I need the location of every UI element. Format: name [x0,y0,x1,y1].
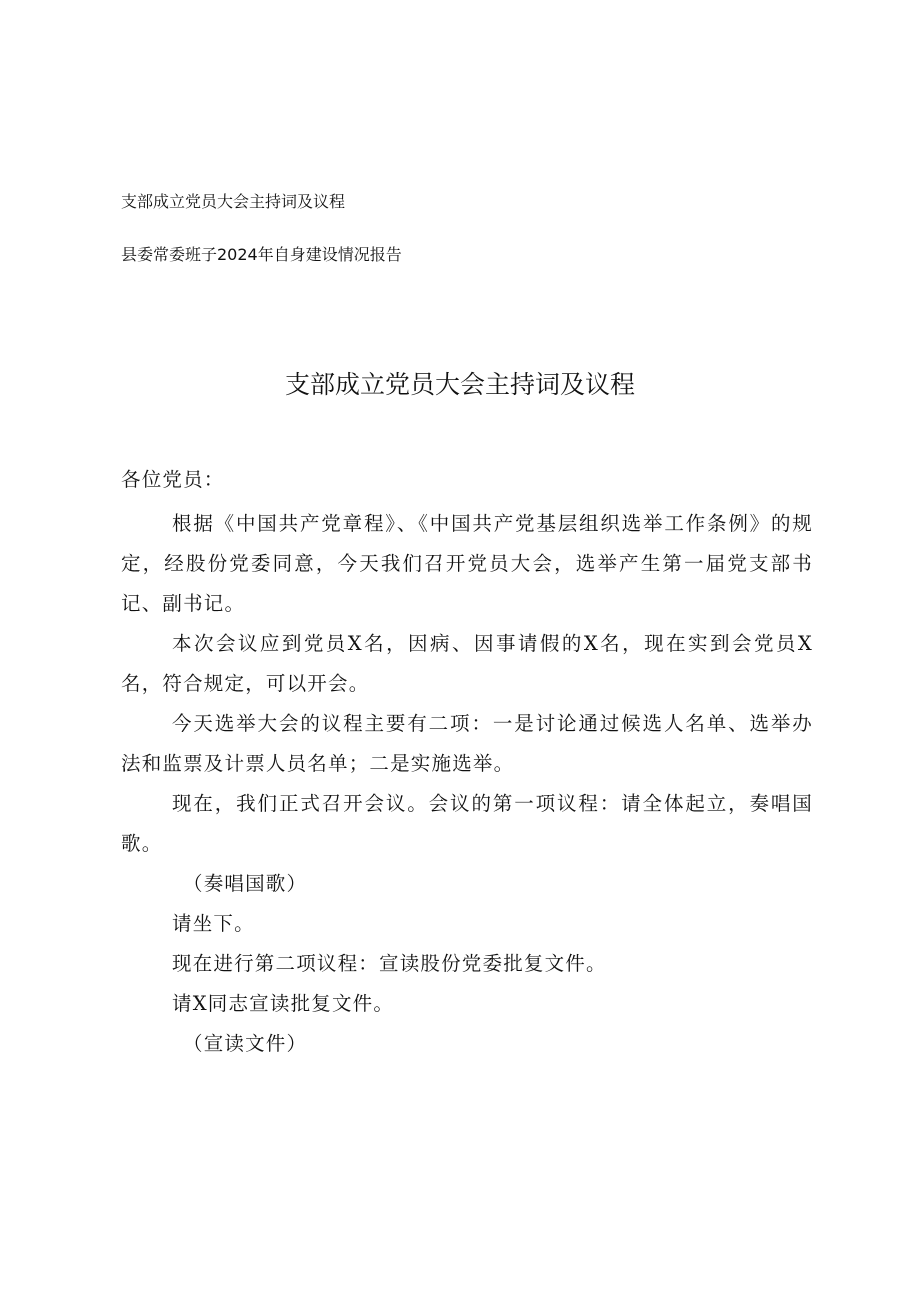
stage-direction-reading: （宣读文件） [183,1032,308,1055]
paragraph-read-request: 请X同志宣读批复文件。 [172,992,395,1015]
paragraph-agenda: 今天选举大会的议程主要有二项：一是讨论通过候选人名单、选举办法和监票及计票人员名单；二是实施选举。 [121,712,813,775]
paragraph-attendance: 本次会议应到党员X名，因病、因事请假的X名，现在实到会党员X名，符合规定，可以开会。 [121,632,813,695]
toc-item-1[interactable]: 支部成立党员大会主持词及议程 [121,192,346,211]
salutation: 各位党员： [121,468,225,491]
document-body [121,460,813,1064]
stage-direction-anthem: （奏唱国歌） [183,872,308,895]
table-of-contents [121,190,402,267]
toc-item-2[interactable]: 县委常委班子2024年自身建设情况报告 [121,245,402,264]
paragraph-regulation: 根据《中国共产党章程》、《中国共产党基层组织选举工作条例》的规定，经股份党委同意，今天我们召开党员大会，选举产生第一届党支部书记、副书记。 [121,512,813,615]
paragraph-sit-down: 请坐下。 [172,912,255,935]
paragraph-opening: 现在，我们正式召开会议。会议的第一项议程：请全体起立，奏唱国歌。 [121,792,813,855]
document-title: 支部成立党员大会主持词及议程 [284,370,635,399]
paragraph-second-item: 现在进行第二项议程：宣读股份党委批复文件。 [172,952,607,975]
